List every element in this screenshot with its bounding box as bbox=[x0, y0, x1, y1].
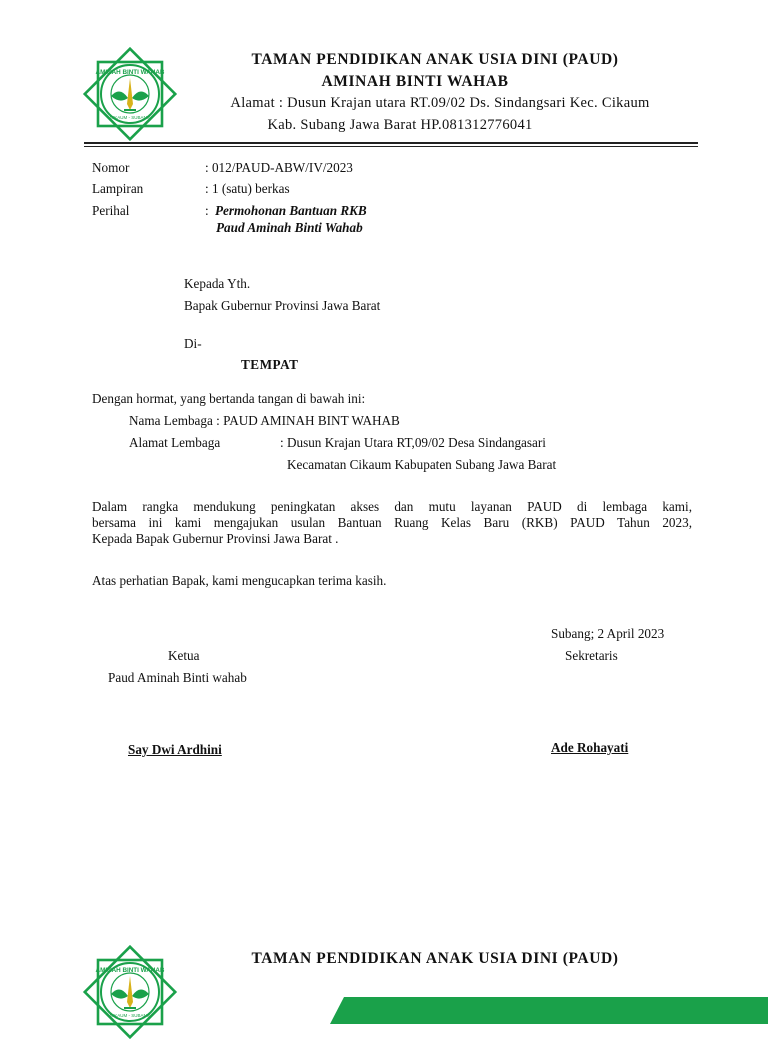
header-rule-thick bbox=[84, 142, 698, 144]
recipient-name: Bapak Gubernur Provinsi Jawa Barat bbox=[184, 298, 381, 313]
school-title-line2: AMINAH BINTI WAHAB bbox=[321, 73, 509, 90]
decorative-green-bar bbox=[330, 997, 768, 1024]
main-paragraph bbox=[92, 499, 692, 547]
lampiran-label: Lampiran bbox=[92, 181, 144, 196]
header-rule-thin bbox=[84, 146, 698, 147]
alamat-lembaga-label: Alamat Lembaga bbox=[129, 435, 221, 450]
school-title-line1: TAMAN PENDIDIKAN ANAK USIA DINI (PAUD) bbox=[251, 51, 619, 68]
recipient-tempat: TEMPAT bbox=[241, 357, 299, 372]
alamat-lembaga-line1: : Dusun Krajan Utara RT,09/02 Desa Sindangasari bbox=[280, 435, 546, 450]
logo-subtext: CIKAUM - SUBANG bbox=[109, 1013, 151, 1018]
lampiran-value: : 1 (satu) berkas bbox=[205, 181, 290, 196]
nomor-value: : 012/PAUD-ABW/IV/2023 bbox=[205, 160, 353, 175]
perihal-value-line1: Permohonan Bantuan RKB bbox=[215, 203, 367, 218]
paragraph-line: Dalam rangka mendukung peningkatan akses dan mutu layanan PAUD di lembaga kami, bbox=[92, 499, 692, 514]
alamat-lembaga-line2: Kecamatan Cikaum Kabupaten Subang Jawa Barat bbox=[287, 457, 557, 472]
school-address-line1: Alamat : Dusun Krajan utara RT.09/02 Ds. Sindangsari Kec. Cikaum bbox=[230, 95, 650, 111]
recipient-di: Di- bbox=[184, 336, 202, 351]
nomor-label: Nomor bbox=[92, 160, 130, 175]
nama-lembaga: Nama Lembaga : PAUD AMINAH BINT WAHAB bbox=[129, 413, 400, 428]
signer-right-name: Ade Rohayati bbox=[551, 740, 629, 755]
signer-right-role: Sekretaris bbox=[565, 648, 618, 663]
recipient-kepada: Kepada Yth. bbox=[184, 276, 251, 291]
signer-left-role: Ketua bbox=[168, 648, 200, 663]
closing-text: Atas perhatian Bapak, kami mengucapkan terima kasih. bbox=[92, 573, 387, 588]
paragraph-line: bersama ini kami mengajukan usulan Bantuan Ruang Kelas Baru (RKB) PAUD Tahun 2023, bbox=[92, 515, 692, 530]
signer-left-org: Paud Aminah Binti wahab bbox=[108, 670, 247, 685]
opening-text: Dengan hormat, yang bertanda tangan di bawah ini: bbox=[92, 391, 366, 406]
logo-text: AMINAH BINTI WAHAB bbox=[95, 69, 165, 76]
perihal-value-line2: Paud Aminah Binti Wahab bbox=[216, 220, 363, 235]
school-address-line2: Kab. Subang Jawa Barat HP.081312776041 bbox=[267, 117, 533, 133]
school-logo-next-page bbox=[80, 942, 180, 1042]
logo-text: AMINAH BINTI WAHAB bbox=[95, 967, 165, 974]
perihal-colon: : bbox=[205, 203, 209, 218]
perihal-label: Perihal bbox=[92, 203, 130, 218]
signer-left-name: Say Dwi Ardhini bbox=[128, 742, 222, 757]
logo-subtext: CIKAUM - SUBANG bbox=[109, 115, 151, 120]
place-date: Subang; 2 April 2023 bbox=[551, 626, 665, 641]
paragraph-line: Kepada Bapak Gubernur Provinsi Jawa Barat . bbox=[92, 531, 339, 546]
next-page-title-line1: TAMAN PENDIDIKAN ANAK USIA DINI (PAUD) bbox=[251, 950, 619, 967]
